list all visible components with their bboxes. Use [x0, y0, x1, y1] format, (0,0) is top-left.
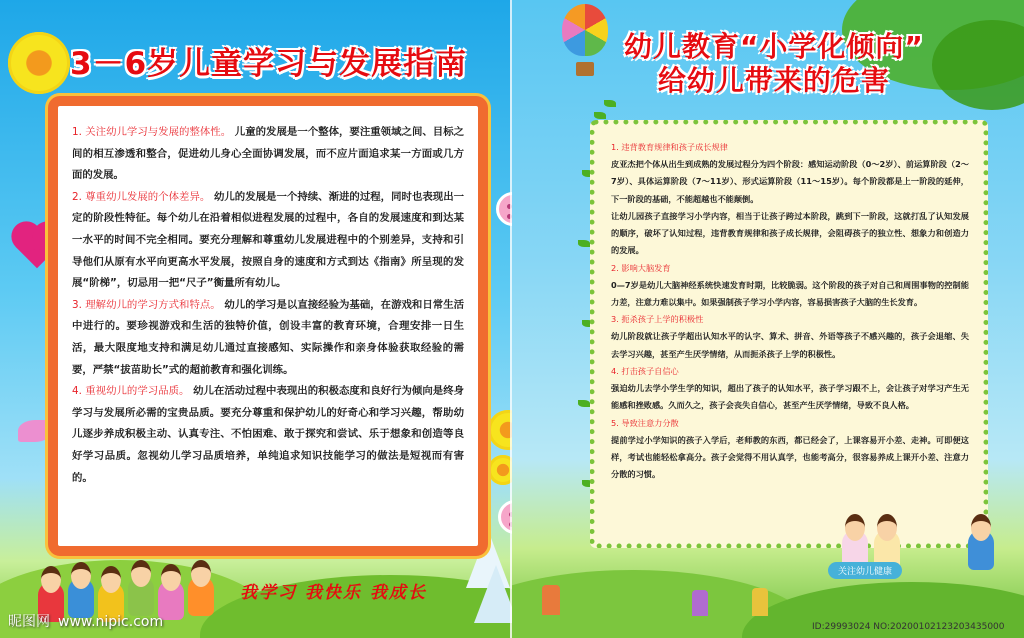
flower-icon	[8, 32, 70, 94]
section-paragraph: 提前学过小学知识的孩子入学后，老师教的东西，都已经会了，上课容易开小差、走神。可即便这样，考试也能轻松拿高分。孩子会觉得不用认真学，也能考高分，很容易养成上课开小差、注意力分散的习惯。	[611, 434, 969, 480]
section-heading: 1. 违背教育规律和孩子成长规律	[611, 142, 728, 152]
page-title: 3－6岁儿童学习与发展指南	[70, 46, 468, 82]
child-figure-icon	[128, 576, 154, 616]
guideline-section	[72, 381, 464, 489]
watermark	[8, 611, 163, 631]
section-heading: 4. 打击孩子自信心	[611, 365, 679, 376]
hazard-section	[611, 139, 969, 260]
hot-air-balloon-icon	[562, 4, 608, 56]
section-paragraph: 幼儿阶段就让孩子学超出认知水平的认字、算术、拼音、外语等孩子不感兴趣的，孩子会退缩、失去学习兴趣，甚至产生厌学情绪，从而扼杀孩子上学的积极性。	[611, 331, 969, 359]
section-text: 幼儿的学习是以直接经验为基础，在游戏和日常生活中进行的。要珍视游戏和生活的独特价值，创设丰富的教育环境，合理安排一日生活，最大限度地支持和满足幼儿通过直接感知、实际操作和亲身体验获取经验的需要，严禁“拔苗助长”式的超前教育和强化训练。	[72, 298, 465, 376]
watermark-site-name: 昵图网	[8, 614, 50, 630]
page-title	[624, 30, 924, 98]
child-figure-icon	[968, 530, 994, 570]
hazard-section	[611, 311, 969, 363]
flower-icon	[488, 455, 512, 485]
slogan: 我学习 我快乐 我成长	[240, 583, 427, 603]
hazard-section	[611, 260, 969, 312]
section-heading: 2. 尊重幼儿发展的个体差异。	[72, 190, 211, 203]
section-heading: 5. 导致注意力分散	[611, 417, 679, 428]
balloon-basket-icon	[576, 62, 594, 76]
house-icon	[692, 590, 708, 616]
section-text: 幼儿在活动过程中表现出的积极态度和良好行为倾向是终身学习与发展所必需的宝贵品质。要充分尊重和保护幼儿的好奇心和学习兴趣，帮助幼儿逐步养成积极主动、认真专注、不怕困难、敢于探究和尝试、乐于想象和创造等良好学习品质。忽视幼儿学习品质培养，单纯追求知识技能学习的做法是短视而有害的。	[72, 385, 465, 484]
guideline-section	[72, 295, 464, 381]
badge-label: 关注幼儿健康	[828, 562, 902, 579]
hazard-section	[611, 415, 969, 484]
title-line: 给幼儿带来的危害	[657, 64, 890, 97]
section-text: 儿童的发展是一个整体，要注重领域之间、目标之间的相互渗透和整合，促进幼儿身心全面协调发展，而不应片面追求某一方面或几方面的发展。	[72, 126, 465, 182]
section-heading: 2. 影响大脑发育	[611, 262, 671, 273]
section-text: 幼儿的发展是一个持续、渐进的过程，同时也表现出一定的阶段性特征。每个幼儿在沿着相似进程发展的过程中，各自的发展速度和到达某一水平的时间不完全相同。要充分理解和尊重幼儿发展进程中的个别差异，支持和引导他们从原有水平向更高水平发展，按照自身的速度和方式到达《指南》所呈现的发展“阶梯”，切忌用一把“尺子”衡量所有幼儿。	[72, 190, 465, 290]
house-icon	[542, 585, 560, 615]
child-figure-icon	[188, 576, 214, 616]
section-heading: 4. 重视幼儿的学习品质。	[72, 385, 190, 398]
leaf-icon	[604, 100, 616, 107]
section-heading: 3. 理解幼儿的学习方式和特点。	[72, 298, 221, 311]
flower-icon	[488, 410, 512, 450]
section-heading: 1. 关注幼儿学习与发展的整体性。	[72, 126, 232, 138]
section-heading: 3. 扼杀孩子上学的积极性	[611, 314, 704, 325]
section-paragraph: 让幼儿园孩子直接学习小学内容，相当于让孩子跨过本阶段，跳到下一阶段，这就打乱了认知发展的顺序，破坏了认知过程，违背教育规律和孩子成长规律，会阻碍孩子的独立性、想象力和创造力的发展。	[611, 210, 969, 256]
leaf-icon	[578, 240, 590, 247]
guideline-section	[72, 122, 464, 187]
leaf-icon	[578, 400, 590, 407]
watermark-id: ID:29993024 NO:20200102123203435000	[812, 622, 1005, 632]
house-icon	[752, 588, 768, 616]
guideline-section	[72, 187, 464, 295]
hazard-section	[611, 363, 969, 415]
content-frame	[590, 120, 988, 548]
content-frame	[48, 96, 488, 556]
title-line: 幼儿教育“小学化倾向”	[624, 30, 924, 63]
section-paragraph: 皮亚杰把个体从出生到成熟的发展过程分为四个阶段：感知运动阶段（0～2岁）、前运算阶段（2～7岁）、具体运算阶段（7～11岁）、形式运算阶段（11～15岁）。每个阶段都是上一阶段的延伸，下一阶段的基础，不能超越也不能颠倒。	[611, 159, 969, 204]
snow-tree-icon	[474, 565, 512, 623]
bow-icon	[18, 420, 52, 442]
section-paragraph: 强迫幼儿去学小学生学的知识，超出了孩子的认知水平，孩子学习跟不上，会让孩子对学习产生无能感和挫败感。久而久之，孩子会丧失自信心，甚至产生厌学情绪，导致不良人格。	[611, 382, 969, 411]
leaf-icon	[594, 112, 606, 119]
watermark-url: www.nipic.com	[58, 614, 164, 630]
section-paragraph: 0—7岁是幼儿大脑神经系统快速发育时期，比较脆弱。这个阶段的孩子对自己和周围事物的控制能力差，注意力难以集中。如果强制孩子学习小学内容，容易损害孩子大脑的生长发育。	[611, 279, 969, 308]
right-poster-panel	[512, 0, 1024, 638]
